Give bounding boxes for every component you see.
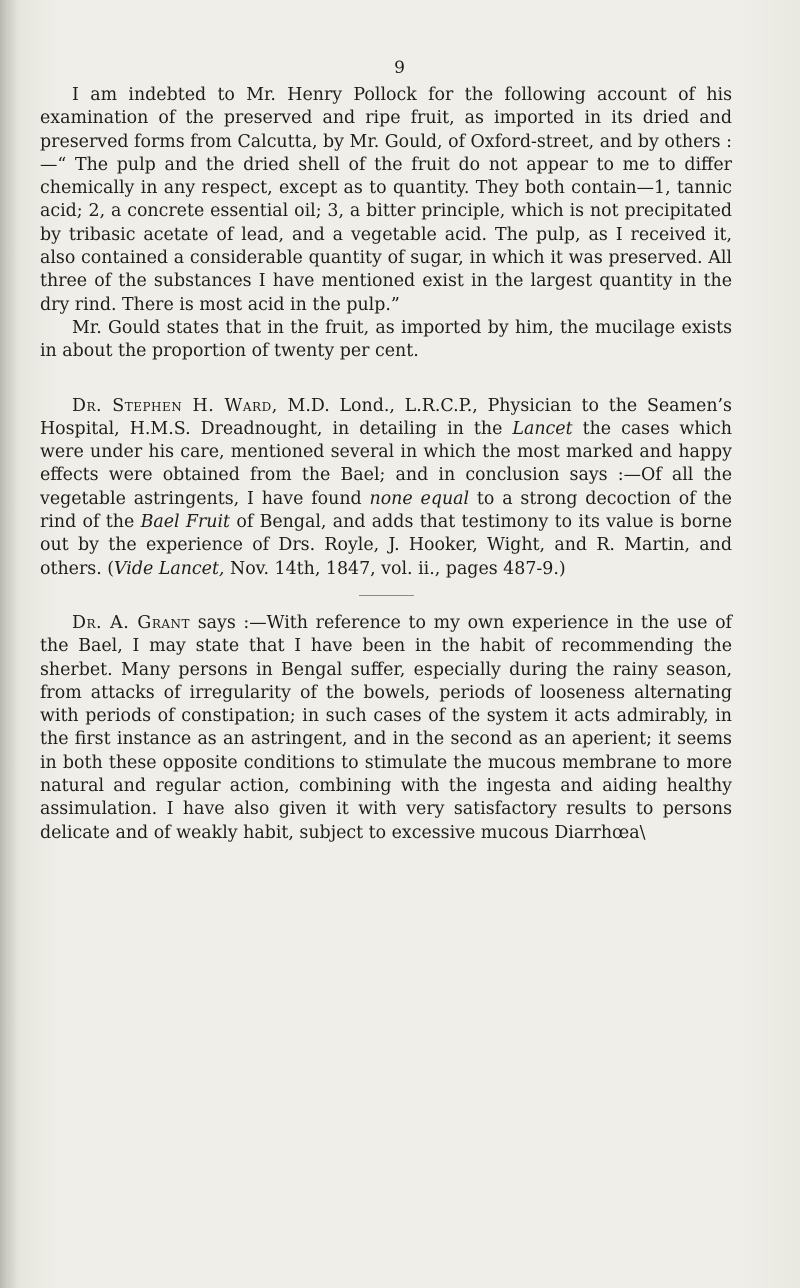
section-gap xyxy=(40,364,732,395)
grant-text: says :—With reference to my own experience in the use of the Bael, I may state that I have been in the habit of recommending the sherbet. Many persons in Bengal suffer, especially during the rainy season, from attacks of irregularity of the bowels, periods of looseness alternating with periods of constipation; in such cases of the system it acts admirably, in the first instance as an astringent, and in the second as an aperient; it seems in both these opposite conditions to stimulate the mucous membrane to more natural and regular action, combining with the ingesta and aiding healthy assimulation. I have also given it with very satisfactory results to persons delicate and of weakly habit, subject to excessive mucous Diarrhœa\ xyxy=(40,612,732,843)
ward-text-5: Nov. 14th, 1847, vol. ii., pages 487-9.) xyxy=(224,558,566,579)
paragraph-ward xyxy=(40,395,732,581)
ward-text-1: M.D. Lond., L.R.C.P., Physician to the Seamen’s Hospital, H.M.S. Dreadnought, in detailing in the xyxy=(40,395,732,439)
ward-bael-fruit: Bael Fruit xyxy=(140,512,231,533)
ward-text-3: to a strong decoction of the rind of the xyxy=(40,488,732,533)
ward-vide-lancet: Vide Lancet, xyxy=(114,558,225,579)
body-text xyxy=(40,84,732,845)
paragraph-gould: Mr. Gould states that in the fruit, as imported by him, the mucilage exists in about the proportion of twenty per cent. xyxy=(40,317,732,362)
ward-name: Dr. Stephen H. Ward, xyxy=(72,395,278,416)
ward-none-equal: none equal xyxy=(369,488,470,509)
paragraph-grant xyxy=(40,612,732,845)
section-gap xyxy=(40,596,732,612)
book-spine-shadow xyxy=(0,0,18,1288)
page-number: 9 xyxy=(394,58,406,78)
ward-lancet: Lancet xyxy=(512,418,573,439)
paragraph-pollock: I am indebted to Mr. Henry Pollock for the following account of his examination of the preserved and ripe fruit, as imported in its dried and preserved forms from Calcutta, by Mr. Gould, of Oxford-street, and by others :—“ The pulp and the dried shell of the fruit do not appear to me to differ chemically in any respect, except as to quantity. They both contain—1, tannic acid; 2, a concrete essential oil; 3, a bitter principle, which is not precipitated by tribasic acetate of lead, and a vegetable acid. The pulp, as I received it, also contained a considerable quantity of sugar, in which it was preserved. All three of the substances I have mentioned exist in the largest quantity in the dry rind. There is most acid in the pulp.” xyxy=(40,85,732,315)
ward-text-2: the cases which were under his care, mentioned several in which the most marked and happy effects were obtained from the Bael; and in conclusion says :—Of all the vegetable astringents, I have found xyxy=(40,418,733,509)
ward-text-4: of Bengal, and adds that testimony to its value is borne out by the experience of Drs. Royle, J. Hooker, Wight, and R. Martin, and others. ( xyxy=(40,512,732,579)
grant-name: Dr. A. Grant xyxy=(72,612,191,633)
